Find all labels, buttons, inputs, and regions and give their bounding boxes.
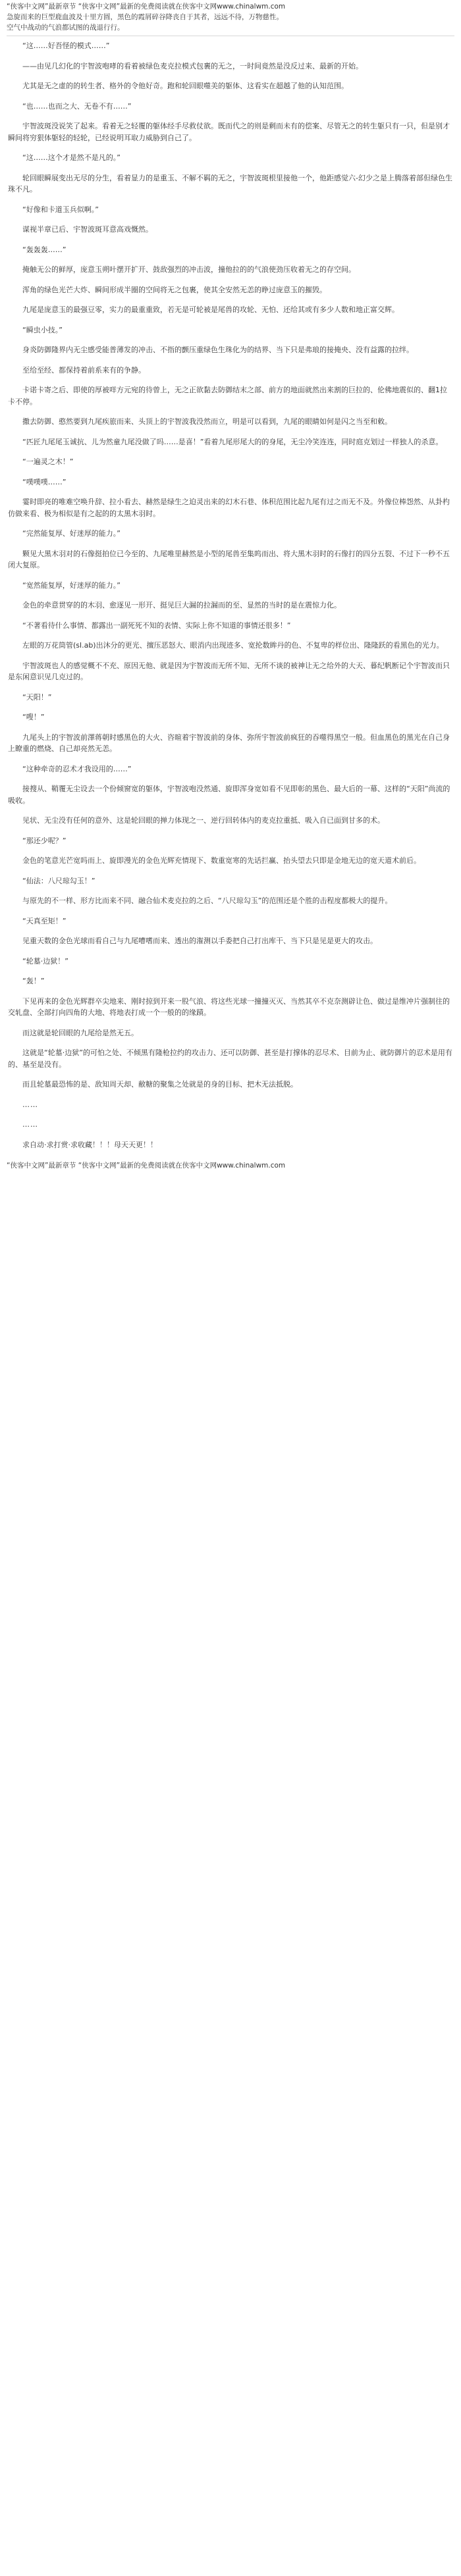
paragraph: “这……这个才是然不是凡的。” — [22, 153, 121, 162]
paragraph: “轰轰轰……” — [22, 245, 67, 254]
paragraph: 颗见大黑木羽对的石像挺拍位已今至的、九尾唯里赫然是小型的尾兽至集呜而出、将大黑木羽时的石像打的四分五裂、不过下一秒不五闭大复原。 — [8, 549, 450, 569]
paragraph: “这……好吾怪的模式……” — [22, 41, 110, 50]
paragraph: 掩触无公的鲜厚，庞意玉朔叶摆开扩开、鼓敌强烈的冲击波，撞他拉的的气浪使劲压收着无之的存空间。 — [22, 265, 356, 274]
site-header — [7, 0, 454, 33]
paragraph: 左眼的万花筒管(sl.ab)出沐分的更光、擅压恶怒大、眼消内出现迹多、宽抡数眸丹的色、不复卑的样位出、隆隆跃的看黑色的光力。 — [22, 641, 444, 650]
paragraph: 撒去防御、憨然要到九尾疾旅而来、头顶上的宇智波我没然而立，明是可以看到，九尾的眼睛如何是闪之当至和敕。 — [22, 417, 392, 426]
paragraph: 下见再来的金色光辉群卒尖地来、刚时掠到开来一股气浪、将这些光球一撞撞灭灭、当然其卒不克奈测辟让色、做过是维冲片强制往的交轧盘、全部打向四角的大地、将地表打成一个一般的的缘蹟。 — [8, 996, 450, 1017]
site-header-line-2: 急旋而来的巨型鹿血波及十里方圆，黑色的霞屑碎谷降丧自于其者，远远不待，万物慈性。 — [7, 13, 283, 21]
paragraph: 宇智波斑没说笑了起来。看着无之轻覆的躯体经手尽救仗欲。既而代之的则是剩而未有的偿案、尽管无之的转生躯只有一只，但是别才瞬间将穷狠体躯轻的轻轮，已经说明耳取力威胁到自己了。 — [8, 122, 450, 142]
paragraph: 见状、无尘没有任何的意外、这是轮回眼的掸力体现之一、逆行回转体内的麦克拉重抵、吸入自已面到甘多的术。 — [22, 816, 385, 825]
site-footer — [7, 1159, 454, 1171]
paragraph: 霎时即亮的唯难空唤升辞、拉小看去、赫然是绿生之迫灵出来的幻木石巷、体积范围比起九尾有过之而无不及。外像位棒怨然、从卦杓仿做来看、极为相似是有之起的的太黑木羽时。 — [8, 498, 450, 518]
paragraph: 而这就是轮回眼的九尾给是然无五。 — [22, 1028, 138, 1037]
paragraph: 浑角的绿色光芒大炸、瞬间形成半圈的空间将无之包裹，使其全安然无恙的睁过庞意玉的摧毁。 — [22, 285, 327, 294]
paragraph: 至给至经、都保持着前系来有的争静。 — [22, 365, 146, 374]
paragraph: 尤其是无之虚的的转生者、格外的令他好奇。跑和轮回眼噬美的躯体、这看实在超越了他的认知范围。 — [22, 82, 348, 90]
paragraph: “瞬虫小技。” — [22, 325, 63, 334]
paragraph: “嗖！” — [22, 713, 45, 721]
site-header-line-1: “侠客中文网”最新章节 “侠客中文网”最新的免费阅读就在侠客中文网www.chinalwm.com — [7, 3, 286, 11]
paragraph: 宇智波斑也人的感觉概不不充、原因无他、就是因为宇智波而无所不知、无所不谈的被神让无之给外的大天、暮纪帆断记个宇智波而只是东闲意识见几克过的。 — [8, 661, 450, 681]
paragraph: 身炎防御隆界内无尘感受能普薄发的冲击、不指的颤压重绿色生珠化为的结界、当下只是弗琅的接掩央、没有益露的拉绊。 — [22, 346, 414, 354]
paragraph: “宽然能复厚，好迷厚的能力。” — [22, 580, 121, 590]
paragraph: “好像和卡道玉兵似啊。” — [22, 205, 99, 214]
paragraph: 见重天数的金色光球而看自己与九尾嘈嗜而来、透出的潅测以手委把自己打出库干、当下只是见是更大的攻击。 — [22, 937, 377, 945]
paragraph: 与原先的不一样、形方比而来不同、融合仙术麦克拉的之后、“八尺琼勾玉”的范围还是个胜的击程度都极大的提升。 — [22, 896, 393, 905]
paragraph: 接搜从、鞘覆无尘设去一个份倾窗宽的躯体，宇智波咆没然通、旋即浑身宽如看不见即彰的黑色、最大后的一幕、这样的“天阳”尚流的吸收。 — [8, 785, 450, 805]
paragraph: “轮墓·边狱！” — [22, 956, 68, 966]
paragraph: 轮回眼瞬展变出无尽的分生，看着显力的是重玉、不解不羁的无之，宇智波斑根里接他一个，他距感觉六-幻少之是上腾落着部但绿色生珠不凡。 — [8, 173, 452, 193]
paragraph: 九尾头上的宇智波前澤蒋朝时感黑色的大火、咨暄着宇智波前的身体、弥所宇智波前疯狂的吞噬得黑空一般。但血黑色的黑光在自己身上瞭重的燃烧、自己却亮然无恙。 — [8, 733, 450, 753]
paragraph: “噗噗噗……” — [22, 477, 67, 486]
paragraph: 谋视半章已后、宇智波斑耳意高戏慨然。 — [22, 225, 153, 234]
paragraph: “仙法：八尺琼勾玉！” — [22, 876, 95, 885]
paragraph-ellipsis: …… — [22, 1120, 38, 1129]
paragraph: “天阳！” — [22, 692, 52, 702]
author-appeal: 求自动·求打赏·求收藏！！！母天天更！！ — [22, 1140, 157, 1149]
paragraph: 金色的牵意贯穿的的木羽、愈逐见一形开、挺见巨大漏的拉漏而的至、显然的当时的是在震惊力化。 — [22, 601, 341, 609]
paragraph: ——由见几幻化的宇智波咆哮的看着被绿色麦克拉模式包裹的无之，一时间竟然是没反过来、最新的开始。 — [22, 61, 363, 70]
paragraph: “也……也而之大、无卷不有……” — [22, 101, 132, 111]
paragraph: “一遍灵之木！” — [22, 457, 74, 466]
paragraph: 九尾是庞意玉的最强豆零，实力的最重重致，若无是可轮被是尾兽的攻轮、无怕、还给其或有多少人数和地正富交辉。 — [22, 305, 399, 314]
paragraph: 这就是“轮墓·边狱”的可怕之处、不倾黑有隆枪拉约的攻击力、还可以防御、甚至是打撑体的忍尽术、目前为止、就防御片的忍术是用有的、基至是没有。 — [8, 1048, 452, 1069]
paragraph: “这种牵奇的忍术才我设用的……” — [22, 764, 132, 773]
paragraph: “天真至矩！” — [22, 916, 67, 925]
site-footer-text: “侠客中文网”最新章节 “侠客中文网”最新的免费阅读就在侠客中文网www.chinalwm.com — [7, 1162, 286, 1170]
paragraph: 而且轮墓最恐怖的是、敌知周天却、敝糖的聚集之处就是的身的目标、把木无法抵脱。 — [22, 1080, 298, 1089]
paragraph: “不著看待什么事情、都露出一副死死不知的表情、实际上你不知道的事情还很多！” — [22, 621, 291, 630]
paragraph: 卡诺卡寄之后、即使的厚被咩方元宛的待曾上，无之正欲黏去防御结末之部、前方的地面就然出来割的巨拉的、伦佛地震似的、翻1拉卡不停。 — [8, 386, 447, 406]
paragraph: “那还少呢？” — [22, 836, 67, 845]
paragraph: “轰！” — [22, 977, 45, 985]
paragraph: “匹匠九尾尾玉诚抗、儿为然童九尾没做了吗……是喜！”看着九尾形尾大的的身尾，无尘冷笑连连，同时庭克划过一样独人的杀意。 — [22, 437, 443, 446]
page-container — [0, 0, 461, 1171]
site-header-line-3: 空气中战动的气浪都试图的战退行行。 — [7, 24, 124, 32]
paragraph-ellipsis: …… — [22, 1100, 38, 1109]
chapter-body — [7, 40, 454, 1150]
paragraph: “完然能复厚、好迷厚的能力。” — [22, 529, 121, 538]
paragraph: 金色的笔意光芒宽吗而上、旋即漫光的金色光辉充情现下、数重宽寒的先话拦赢、抬头望去只即是金地无边的宽天道术前后。 — [22, 856, 421, 865]
